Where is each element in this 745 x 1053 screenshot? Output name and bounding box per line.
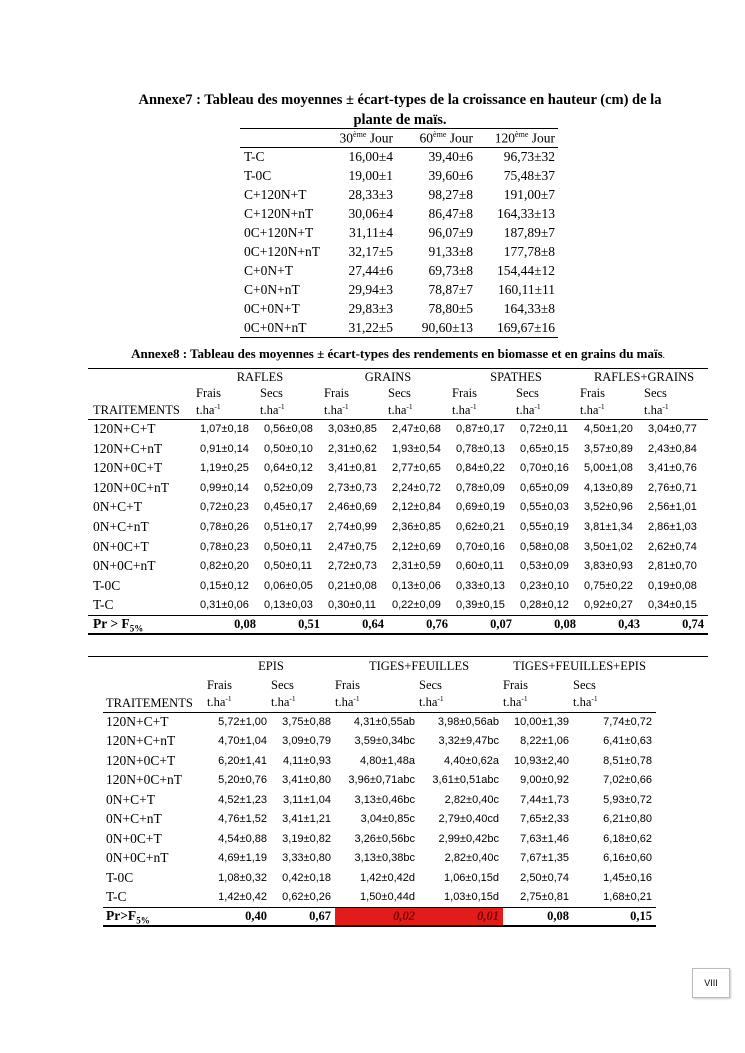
- value-cell: 0,91±0,14: [200, 442, 249, 455]
- value-cell: 2,62±0,74: [648, 540, 697, 553]
- value-cell: 3,19±0,82: [282, 832, 331, 845]
- growth-row: [240, 148, 558, 167]
- value-cell: 0,87±0,17: [456, 423, 505, 436]
- value-cell: 0,33±0,13: [456, 579, 505, 592]
- value-cell: 7,74±0,72: [603, 716, 652, 728]
- value-cell: 3,59±0,34bc: [354, 735, 415, 748]
- treatment-label: C+0N+nT: [244, 282, 300, 297]
- value-cell: 4,69±1,19: [218, 852, 267, 865]
- table-row: [103, 712, 656, 732]
- subheader-frais: Frais $t.ha^{-1}$: [207, 678, 232, 710]
- value-cell: 4,13±0,89: [584, 481, 633, 494]
- value-cell: 3,13±0,38bc: [354, 852, 415, 865]
- value-cell: 3,83±0,93: [584, 560, 633, 573]
- value-cell: 7,44±1,73: [520, 793, 569, 806]
- treatment-label: C+120N+nT: [244, 206, 314, 221]
- value-cell: 0,21±0,08: [328, 579, 377, 592]
- subheader-frais: Frais $t.ha^{-1}$: [452, 385, 477, 417]
- value-cell: 0,65±0,15: [520, 442, 569, 455]
- value-cell: 0,75±0,22: [584, 579, 633, 592]
- value-cell: 7,67±1,35: [520, 852, 569, 865]
- group-header: EPIS: [258, 659, 284, 673]
- value-cell: 0,23±0,10: [520, 579, 569, 592]
- value-cell: 0,64±0,12: [264, 462, 313, 475]
- value-cell: 4,70±1,04: [218, 735, 267, 748]
- value-cell: 0,69±0,19: [456, 501, 505, 514]
- growth-value: 39,40±6: [428, 149, 473, 165]
- growth-value: 96,07±9: [428, 225, 473, 240]
- value-cell: 2,31±0,59: [392, 560, 441, 573]
- value-cell: 8,22±1,06: [520, 735, 569, 748]
- value-cell: 3,41±0,81: [328, 462, 377, 475]
- yield-table-2: [103, 657, 656, 927]
- growth-value: 32,17±5: [348, 244, 393, 259]
- treatment-label: 0C+120N+nT: [244, 244, 320, 259]
- value-cell: 0,60±0,11: [456, 560, 505, 573]
- value-cell: 3,32±9,47bc: [438, 735, 499, 748]
- value-cell: 0,06±0,05: [264, 579, 313, 592]
- treatment-label: 0N+C+nT: [93, 518, 149, 534]
- table-row: [88, 537, 708, 557]
- value-cell: 4,11±0,93: [282, 754, 331, 767]
- value-cell: 3,50±1,02: [584, 540, 633, 553]
- treatment-label: T-0C: [244, 168, 272, 183]
- pr-row: [103, 907, 656, 926]
- col-30-day: 30ème Jour: [339, 129, 393, 146]
- growth-value: 28,33±3: [348, 187, 393, 202]
- value-cell: 0,84±0,22: [456, 462, 505, 475]
- subheader-secs: Secs $t.ha^{-1}$: [260, 385, 285, 417]
- subheader-secs: Secs $t.ha^{-1}$: [388, 385, 413, 417]
- treatment-label: 0N+C+T: [106, 791, 155, 807]
- value-cell: 3,04±0,85c: [360, 813, 415, 826]
- value-cell: 0,39±0,15: [456, 599, 505, 612]
- value-cell: 2,12±0,69: [392, 540, 441, 553]
- table-row: [88, 556, 708, 576]
- treatment-label: 120N+C+T: [106, 714, 169, 729]
- value-cell: 0,28±0,12: [520, 599, 569, 612]
- treatment-label: 120N+C+nT: [93, 440, 163, 456]
- value-cell: 4,80±1,48a: [360, 754, 415, 767]
- growth-value: 160,11±11: [497, 282, 555, 297]
- value-cell: 2,75±0,81: [520, 891, 569, 903]
- table-row: [103, 849, 656, 869]
- pr-value: 0,08: [234, 616, 256, 631]
- pr-value: 0,43: [618, 616, 640, 631]
- treatments-header: TRAITEMENTS: [106, 695, 193, 710]
- subheader-frais: Frais $t.ha^{-1}$: [503, 678, 528, 710]
- table-row: [88, 576, 708, 596]
- value-cell: 0,50±0,10: [264, 442, 313, 455]
- value-cell: 0,55±0,03: [520, 501, 569, 514]
- value-cell: 1,93±0,54: [392, 442, 441, 455]
- group-header: RAFLES+GRAINS: [593, 369, 695, 384]
- growth-row: [240, 224, 558, 243]
- table-row: [88, 458, 708, 478]
- table-row: [88, 517, 708, 537]
- value-cell: 0,50±0,11: [264, 560, 313, 573]
- value-cell: 2,76±0,71: [648, 481, 697, 494]
- group-header: TIGES+FEUILLES+EPIS: [513, 659, 646, 673]
- value-cell: 4,31±0,55ab: [353, 716, 415, 728]
- value-cell: 2,86±1,03: [648, 520, 697, 533]
- value-cell: 0,78±0,13: [456, 442, 505, 455]
- group-header: GRAINS: [364, 369, 412, 384]
- growth-value: 29,83±3: [348, 301, 393, 316]
- page-number: VIII: [692, 968, 730, 998]
- value-cell: 6,21±0,80: [603, 813, 652, 826]
- growth-row: [240, 243, 558, 262]
- value-cell: 3,98±0,56ab: [437, 716, 499, 728]
- pr-value: 0,40: [245, 908, 267, 923]
- growth-value: 31,22±5: [348, 319, 393, 335]
- pr-label: $Pr > F_{5\%}$: [93, 615, 144, 634]
- value-cell: 0,56±0,08: [264, 423, 313, 436]
- subheader-frais: Frais $t.ha^{-1}$: [580, 385, 605, 417]
- growth-value: 191,00±7: [503, 187, 555, 202]
- growth-row: [240, 167, 558, 186]
- value-cell: 0,51±0,17: [264, 520, 313, 533]
- pr-value-highlighted: 0,02: [335, 907, 419, 926]
- growth-value: 39,60±6: [428, 168, 473, 183]
- value-cell: 2,36±0,85: [392, 520, 441, 533]
- table-row: [88, 596, 708, 616]
- value-cell: 3,41±0,80: [282, 774, 331, 787]
- value-cell: 0,31±0,06: [200, 599, 249, 612]
- value-cell: 2,72±0,73: [328, 560, 377, 573]
- value-cell: 0,78±0,23: [200, 540, 249, 553]
- growth-value: 75,48±37: [503, 168, 555, 183]
- value-cell: 0,92±0,27: [584, 599, 633, 612]
- pr-value: 0,51: [298, 616, 320, 631]
- value-cell: 1,45±0,16: [603, 871, 652, 884]
- value-cell: 2,47±0,68: [392, 423, 441, 436]
- value-cell: 2,47±0,75: [328, 540, 377, 553]
- value-cell: 1,42±0,42d: [360, 871, 415, 884]
- treatment-label: 120N+0C+T: [106, 752, 176, 768]
- value-cell: 7,65±2,33: [520, 813, 569, 826]
- value-cell: 3,52±0,96: [584, 501, 633, 514]
- value-cell: 2,82±0,40c: [444, 793, 499, 806]
- value-cell: 3,61±0,51abc: [432, 774, 499, 787]
- treatment-label: 120N+0C+nT: [93, 479, 169, 495]
- value-cell: 0,52±0,09: [264, 481, 313, 494]
- value-cell: 1,03±0,15d: [444, 891, 499, 903]
- pr-value: 0,74: [682, 616, 704, 631]
- growth-value: 86,47±8: [428, 206, 473, 221]
- table-row: [88, 439, 708, 459]
- pr-value: 0,76: [426, 616, 448, 631]
- value-cell: 3,75±0,88: [282, 716, 331, 728]
- growth-value: 31,11±4: [348, 225, 393, 240]
- subheader-secs: Secs $t.ha^{-1}$: [573, 678, 598, 710]
- treatment-label: 0N+0C+nT: [93, 558, 156, 574]
- value-cell: 0,53±0,09: [520, 560, 569, 573]
- table-row: [88, 478, 708, 498]
- value-cell: 4,50±1,20: [584, 423, 633, 436]
- value-cell: 0,58±0,08: [520, 540, 569, 553]
- value-cell: 0,62±0,21: [456, 520, 505, 533]
- treatment-label: 120N+C+T: [93, 421, 156, 437]
- growth-value: 164,33±13: [496, 206, 555, 221]
- value-cell: 0,42±0,18: [282, 871, 331, 884]
- value-cell: 2,46±0,69: [328, 501, 377, 514]
- treatment-label: T-C: [244, 149, 265, 165]
- value-cell: 0,34±0,15: [648, 599, 697, 612]
- value-cell: 0,45±0,17: [264, 501, 313, 514]
- growth-row: [240, 300, 558, 319]
- pr-value: 0,15: [630, 908, 652, 923]
- value-cell: 3,41±0,76: [648, 462, 697, 475]
- pr-value-highlighted: 0,01: [419, 907, 503, 926]
- pr-value: 0,67: [309, 908, 331, 923]
- growth-value: 187,89±7: [503, 225, 555, 240]
- annex7-title-line2: plante de maïs.: [353, 112, 447, 128]
- value-cell: 0,72±0,23: [200, 501, 249, 514]
- value-cell: 3,81±1,34: [584, 520, 633, 533]
- annex8-title: Annexe8 : Tableau des moyennes ± écart-types des rendements en biomasse et en grains du maïs.: [131, 346, 665, 361]
- table-row: [103, 732, 656, 752]
- col-120-day: 120ème Jour: [494, 129, 555, 146]
- table-row: [103, 888, 656, 908]
- value-cell: 2,99±0,42bc: [438, 832, 499, 845]
- value-cell: 4,76±1,52: [218, 813, 267, 826]
- growth-value: 27,44±6: [348, 263, 393, 278]
- pr-value: 0,08: [554, 616, 576, 631]
- value-cell: 4,52±1,23: [218, 793, 267, 806]
- value-cell: 5,20±0,76: [218, 774, 267, 787]
- value-cell: 3,33±0,80: [282, 852, 331, 865]
- value-cell: 3,09±0,79: [282, 735, 331, 748]
- value-cell: 2,77±0,65: [392, 462, 441, 475]
- growth-value: 29,94±3: [348, 282, 393, 297]
- value-cell: 1,19±0,25: [200, 462, 249, 475]
- value-cell: 10,93±2,40: [514, 754, 569, 767]
- value-cell: 3,04±0,77: [648, 423, 697, 436]
- value-cell: 0,22±0,09: [392, 599, 441, 612]
- table-row: [103, 829, 656, 849]
- value-cell: 1,50±0,44d: [360, 891, 415, 903]
- value-cell: 4,40±0,62a: [444, 754, 499, 767]
- growth-value: 164,33±8: [503, 301, 555, 316]
- value-cell: 0,99±0,14: [200, 481, 249, 494]
- treatment-label: T-C: [93, 597, 114, 613]
- treatment-label: 0C+0N+nT: [244, 319, 307, 335]
- value-cell: 3,03±0,85: [328, 423, 377, 436]
- table-row: [88, 498, 708, 518]
- treatment-label: 0N+C+nT: [106, 811, 162, 827]
- annex7-title-line1: Annexe7 : Tableau des moyennes ± écart-types de la croissance en hauteur (cm) de la: [138, 92, 662, 108]
- growth-value: 78,87±7: [428, 282, 473, 297]
- value-cell: 1,42±0,42: [218, 891, 267, 903]
- value-cell: 1,06±0,15d: [444, 871, 499, 884]
- treatment-label: C+0N+T: [244, 263, 293, 278]
- value-cell: 0,78±0,09: [456, 481, 505, 494]
- yield-table: [88, 368, 708, 635]
- value-cell: 0,19±0,08: [648, 579, 697, 592]
- growth-value: 154,44±12: [496, 263, 555, 278]
- treatment-label: 0N+0C+nT: [106, 850, 169, 866]
- growth-row: [240, 319, 558, 338]
- value-cell: 0,65±0,09: [520, 481, 569, 494]
- value-cell: 1,68±0,21: [603, 891, 652, 903]
- growth-value: 78,80±5: [428, 301, 473, 316]
- growth-value: 177,78±8: [503, 244, 555, 259]
- treatment-label: 0N+0C+T: [106, 830, 162, 846]
- value-cell: 2,73±0,73: [328, 481, 377, 494]
- col-60-day: 60ème Jour: [419, 129, 473, 146]
- value-cell: 2,50±0,74: [520, 871, 569, 884]
- treatment-label: 120N+C+nT: [106, 733, 176, 749]
- pr-value: 0,08: [547, 908, 569, 923]
- value-cell: 3,96±0,71abc: [348, 774, 415, 787]
- value-cell: 9,00±0,92: [520, 774, 569, 787]
- value-cell: 0,50±0,11: [264, 540, 313, 553]
- group-header: SPATHES: [490, 369, 542, 384]
- value-cell: 0,70±0,16: [456, 540, 505, 553]
- growth-table: [240, 128, 558, 338]
- growth-value: 19,00±1: [348, 168, 393, 183]
- value-cell: 2,82±0,40c: [444, 852, 499, 865]
- value-cell: 3,41±1,21: [282, 813, 331, 826]
- growth-row: [240, 281, 558, 300]
- value-cell: 0,78±0,26: [200, 520, 249, 533]
- value-cell: 2,31±0,62: [328, 442, 377, 455]
- group-header: RAFLES: [236, 369, 284, 384]
- value-cell: 2,43±0,84: [648, 442, 697, 455]
- treatment-label: 0N+C+T: [93, 499, 142, 515]
- value-cell: 0,62±0,26: [282, 891, 331, 903]
- annex7-title: [100, 90, 700, 130]
- value-cell: 0,30±0,11: [328, 599, 377, 612]
- value-cell: 5,93±0,72: [603, 793, 652, 806]
- growth-value: 169,67±16: [496, 319, 555, 335]
- yield-table-subheader: [88, 386, 708, 420]
- subheader-secs: Secs $t.ha^{-1}$: [419, 678, 444, 710]
- value-cell: 2,12±0,84: [392, 501, 441, 514]
- value-cell: 6,20±1,41: [218, 754, 267, 767]
- pr-value: 0,64: [362, 616, 384, 631]
- treatment-label: 0C+0N+T: [244, 301, 300, 316]
- growth-value: 90,60±13: [421, 319, 473, 335]
- value-cell: 0,13±0,03: [264, 599, 313, 612]
- table-row: [88, 419, 708, 439]
- value-cell: 0,15±0,12: [200, 579, 249, 592]
- growth-value: 98,27±8: [428, 187, 473, 202]
- treatment-label: T-C: [106, 889, 127, 904]
- value-cell: 1,07±0,18: [200, 423, 249, 436]
- subheader-secs: Secs $t.ha^{-1}$: [516, 385, 541, 417]
- value-cell: 4,54±0,88: [218, 832, 267, 845]
- growth-value: 30,06±4: [348, 206, 393, 221]
- value-cell: 6,18±0,62: [603, 832, 652, 845]
- value-cell: 2,79±0,40cd: [438, 813, 499, 826]
- table-row: [103, 771, 656, 791]
- value-cell: 7,63±1,46: [520, 832, 569, 845]
- treatment-label: 120N+0C+nT: [106, 772, 182, 788]
- value-cell: 6,41±0,63: [603, 735, 652, 748]
- table-row: [103, 868, 656, 888]
- treatments-header: TRAITEMENTS: [93, 402, 180, 417]
- treatment-label: 120N+0C+T: [93, 460, 163, 476]
- yield-table-2-subheader: [103, 676, 656, 712]
- table-row: [103, 790, 656, 810]
- value-cell: 2,56±1,01: [648, 501, 697, 514]
- yield-table-2-groups: [103, 657, 656, 676]
- value-cell: 3,13±0,46bc: [354, 793, 415, 806]
- value-cell: 0,13±0,06: [392, 579, 441, 592]
- value-cell: 0,82±0,20: [200, 560, 249, 573]
- pr-value: 0,07: [490, 616, 512, 631]
- value-cell: 8,51±0,78: [603, 754, 652, 767]
- growth-row: [240, 205, 558, 224]
- subheader-frais: Frais $t.ha^{-1}$: [335, 678, 360, 710]
- treatment-label: T-0C: [93, 577, 121, 593]
- treatment-label: C+120N+T: [244, 187, 307, 202]
- growth-row: [240, 186, 558, 205]
- value-cell: 7,02±0,66: [603, 774, 652, 787]
- value-cell: 6,16±0,60: [603, 852, 652, 865]
- value-cell: 3,57±0,89: [584, 442, 633, 455]
- growth-value: 91,33±8: [428, 244, 473, 259]
- treatment-label: 0N+0C+T: [93, 538, 149, 554]
- growth-value: 96,73±32: [503, 149, 555, 165]
- subheader-frais: Frais $t.ha^{-1}$: [196, 385, 221, 417]
- yield-table-groups: [88, 369, 708, 386]
- value-cell: 2,24±0,72: [392, 481, 441, 494]
- table-row: [103, 751, 656, 771]
- pr-label: $Pr>F_{5\%}$: [106, 907, 150, 926]
- value-cell: 2,74±0,99: [328, 520, 377, 533]
- treatment-label: 0C+120N+T: [244, 225, 314, 240]
- table-row: [103, 810, 656, 830]
- value-cell: 3,26±0,56bc: [354, 832, 415, 845]
- treatment-label: T-0C: [106, 869, 134, 885]
- value-cell: 1,08±0,32: [218, 871, 267, 884]
- subheader-secs: Secs $t.ha^{-1}$: [644, 385, 669, 417]
- value-cell: 2,81±0,70: [648, 560, 697, 573]
- value-cell: 3,11±1,04: [282, 793, 331, 806]
- value-cell: 0,72±0,11: [520, 423, 569, 436]
- growth-value: 69,73±8: [428, 263, 473, 278]
- value-cell: 0,70±0,16: [520, 462, 569, 475]
- value-cell: 10,00±1,39: [514, 716, 569, 728]
- value-cell: 5,00±1,08: [584, 462, 633, 475]
- subheader-secs: Secs $t.ha^{-1}$: [271, 678, 296, 710]
- value-cell: 0,55±0,19: [520, 520, 569, 533]
- growth-value: 16,00±4: [348, 149, 393, 165]
- growth-row: [240, 262, 558, 281]
- pr-row: [88, 615, 708, 634]
- subheader-frais: Frais $t.ha^{-1}$: [324, 385, 349, 417]
- group-header: TIGES+FEUILLES: [368, 659, 470, 673]
- value-cell: 5,72±1,00: [218, 716, 267, 728]
- growth-table-header: [240, 129, 558, 148]
